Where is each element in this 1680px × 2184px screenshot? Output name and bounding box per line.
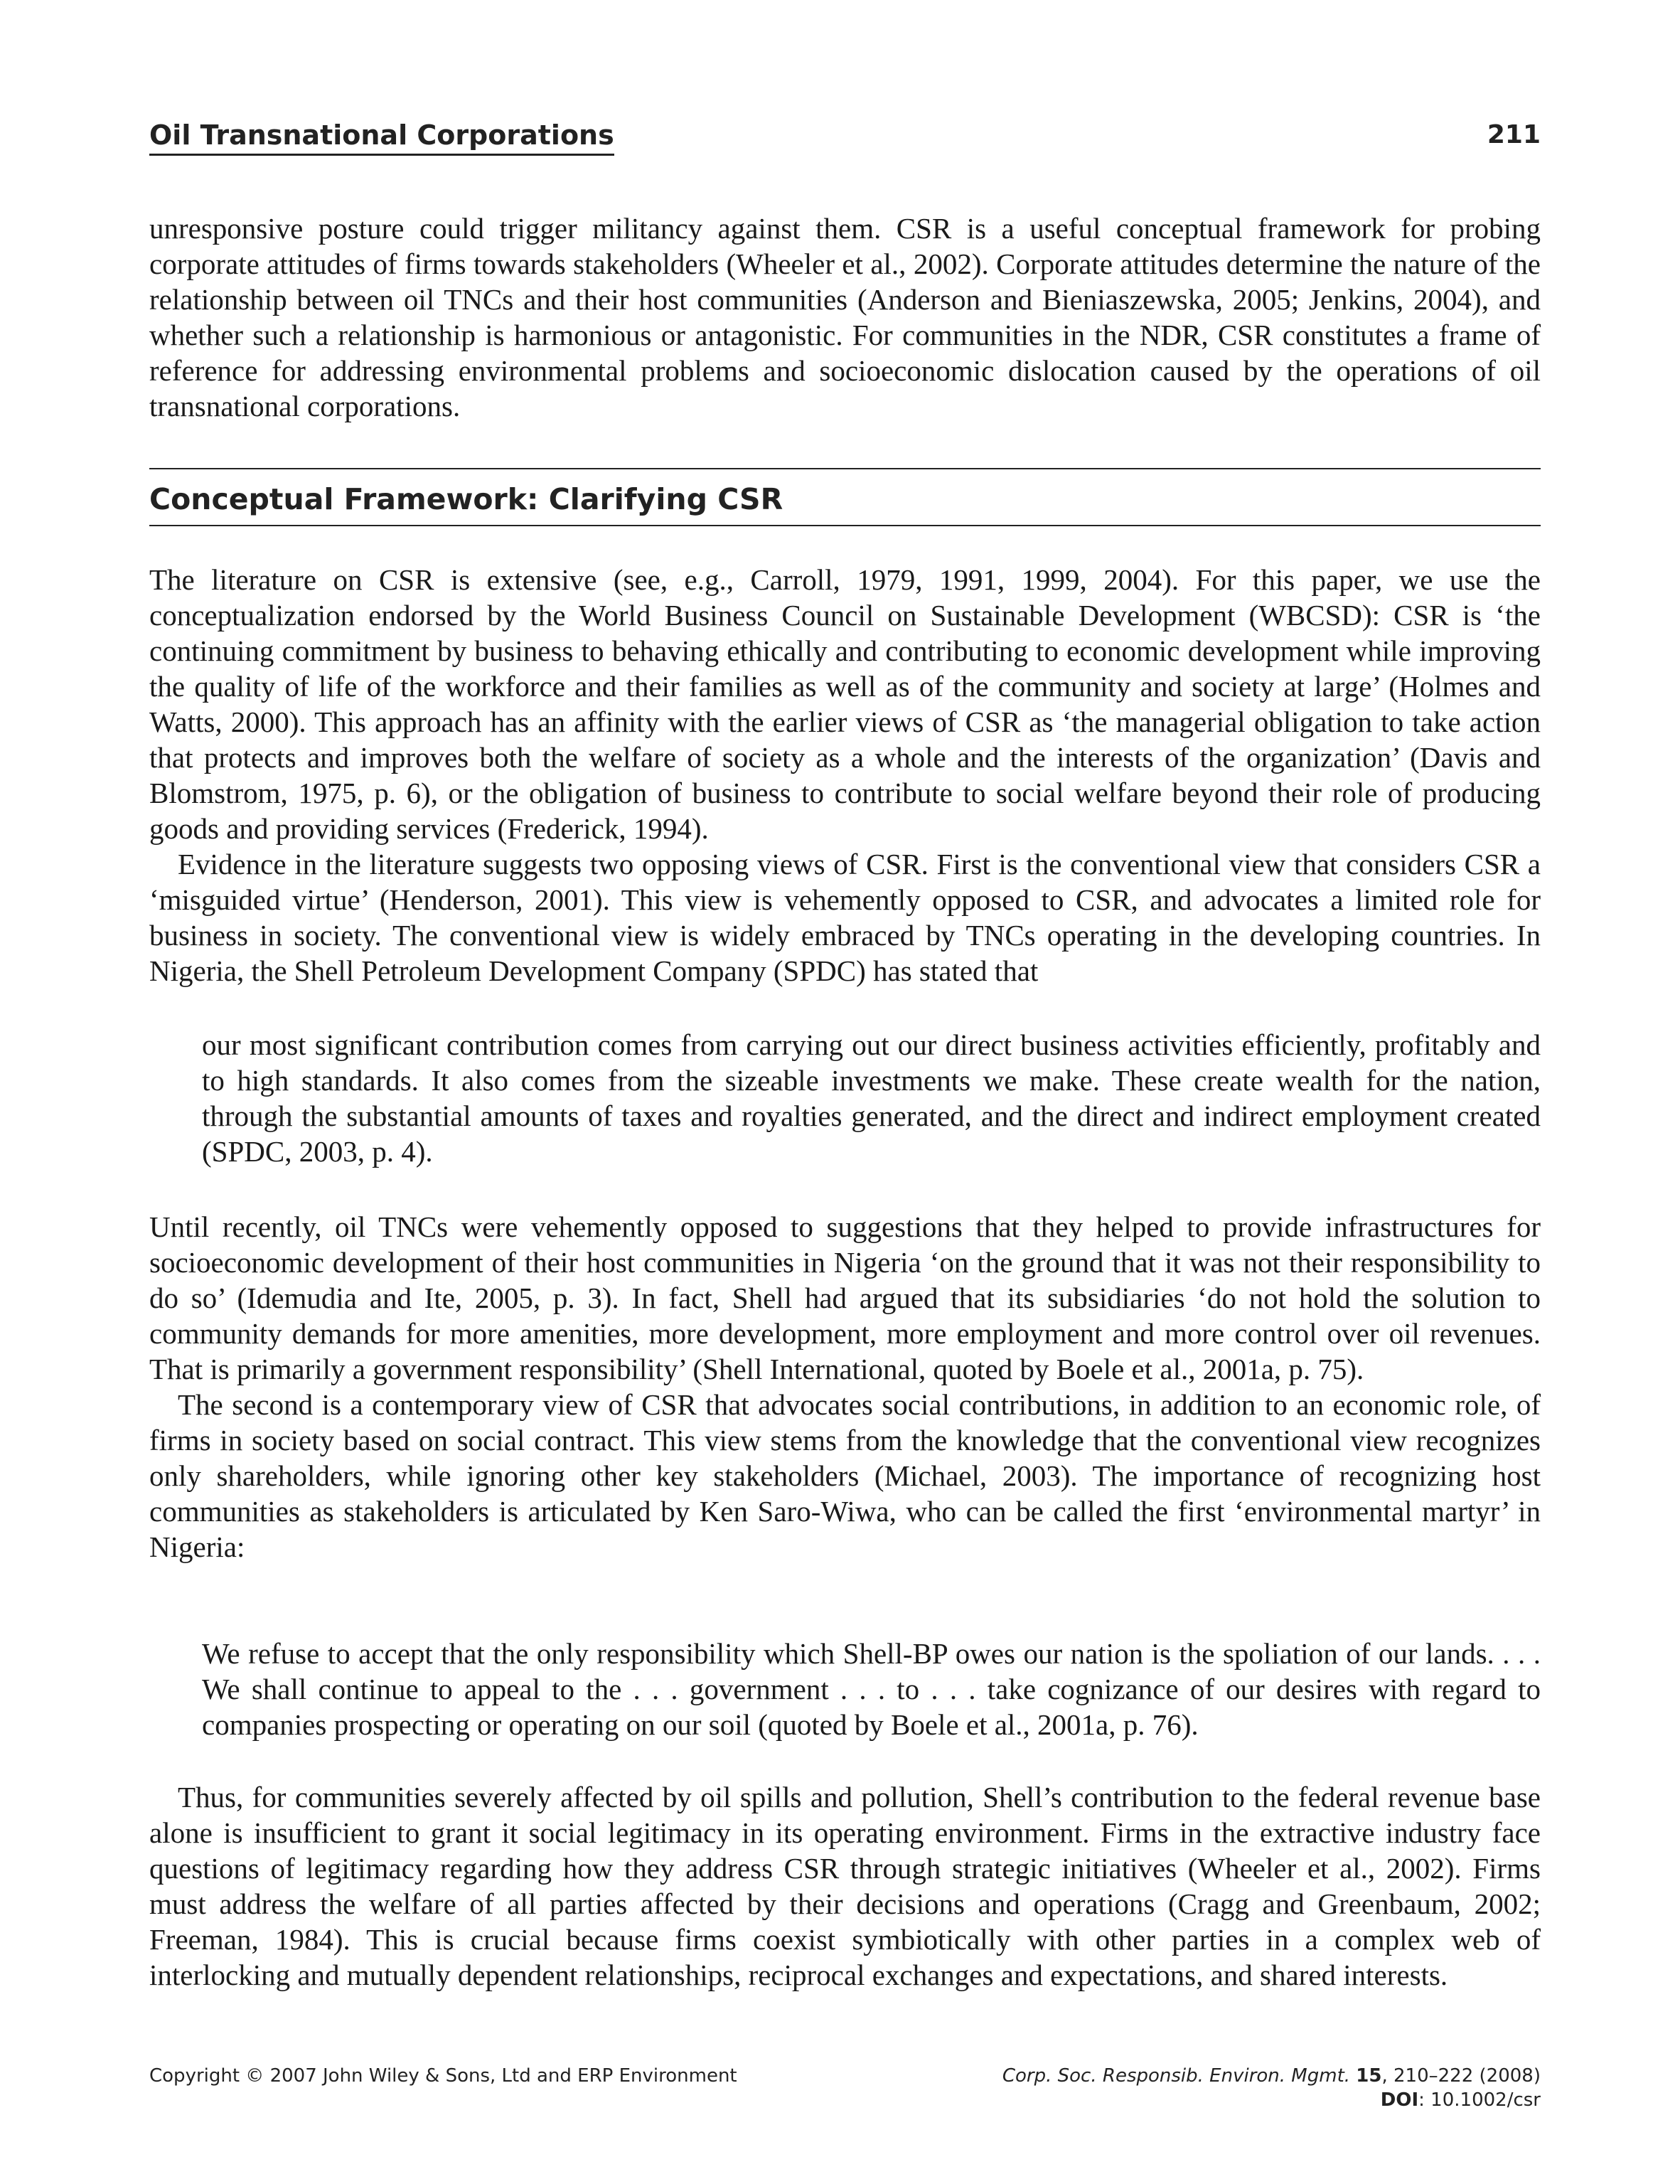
doi-label: DOI	[1380, 2089, 1419, 2111]
section-rule-bottom	[149, 525, 1541, 526]
section-rule-top	[149, 468, 1541, 469]
block-quote-spdc	[202, 1027, 1541, 1169]
block-quote-saro-wiwa	[202, 1636, 1541, 1742]
quote-text: We refuse to accept that the only responsibility which Shell-BP owes our nation is the spoliation of our lands. . . . We shall continue to appeal to the . . . government . . . to . . . take cognizance of our desires with regard to companies prospecting or operating on our soil (quoted by Boele et al., 2001a, p. 76).	[202, 1637, 1541, 1741]
running-title: Oil Transnational Corporations	[149, 119, 614, 156]
section-heading: Conceptual Framework: Clarifying CSR	[149, 482, 783, 516]
paragraph-text: Until recently, oil TNCs were vehemently opposed to suggestions that they helped to provide infrastructures for socioeconomic development of their host communities in Nigeria ‘on the ground that it was not their responsibility to do so’ (Idemudia and Ite, 2005, p. 3). In fact, Shell had argued that its subsidiaries ‘do not hold the solution to community demands for more amenities, more development, more employment and more control over oil revenues. That is primarily a government responsibility’ (Shell International, quoted by Boele et al., 2001a, p. 75).	[149, 1210, 1541, 1385]
journal-name: Corp. Soc. Responsib. Environ. Mgmt.	[1002, 2065, 1351, 2087]
paragraph-text: The literature on CSR is extensive (see, e.g., Carroll, 1979, 1991, 1999, 2004). For this paper, we use the conceptualization endorsed by the World Business Council on Sustainable Development (WBCSD): CSR is ‘the continuing commitment by business to behaving ethically and contributing to economic development while improving the quality of life of the workforce and their families as well as of the community and society at large’ (Holmes and Watts, 2000). This approach has an affinity with the earlier views of CSR as ‘the managerial obligation to take action that protects and improves both the welfare of society as a whole and the interests of the organization’ (Davis and Blomstrom, 1975, p. 6), or the obligation of business to contribute to social welfare beyond their role of producing goods and providing services (Frederick, 1994).	[149, 563, 1541, 845]
body-paragraph-1	[149, 211, 1541, 424]
body-paragraph-6	[149, 1779, 1541, 1993]
paragraph-text: Thus, for communities severely affected by oil spills and pollution, Shell’s contribution to the federal revenue base alone is insufficient to grant it social legitimacy in its operating environment. Firms in the extractive industry face questions of legitimacy regarding how they address CSR through strategic initiatives (Wheeler et al., 2002). Firms must address the welfare of all parties affected by their decisions and operations (Cragg and Greenbaum, 2002; Freeman, 1984). This is crucial because firms coexist symbiotically with other parties in a complex web of interlocking and mutually dependent relationships, reciprocal exchanges and expectations, and shared interests.	[149, 1781, 1541, 1991]
paragraph-text: Evidence in the literature suggests two opposing views of CSR. First is the conventional view that considers CSR a ‘misguided virtue’ (Henderson, 2001). This view is vehemently opposed to CSR, and advocates a limited role for business in society. The conventional view is widely embraced by TNCs operating in the developing countries. In Nigeria, the Shell Petroleum Development Company (SPDC) has stated that	[149, 848, 1541, 987]
paragraph-text: The second is a contemporary view of CSR that advocates social contributions, in addition to an economic role, of firms in society based on social contract. This view stems from the knowledge that the conventional view recognizes only shareholders, while ignoring other key stakeholders (Michael, 2003). The importance of recognizing host communities as stakeholders is articulated by Ken Saro-Wiwa, who can be called the first ‘environmental martyr’ in Nigeria:	[149, 1388, 1541, 1563]
journal-line	[1002, 2064, 1541, 2088]
journal-volume: 15	[1356, 2065, 1382, 2087]
paragraph-text: unresponsive posture could trigger militancy against them. CSR is a useful conceptual framework for probing corporate attitudes of firms towards stakeholders (Wheeler et al., 2002). Corporate attitudes determine the nature of the relationship between oil TNCs and their host communities (Anderson and Bieniaszewska, 2005; Jenkins, 2004), and whether such a relationship is harmonious or antagonistic. For communities in the NDR, CSR constitutes a frame of reference for addressing environmental problems and socioeconomic dislocation caused by the operations of oil transnational corporations.	[149, 212, 1541, 422]
page-number: 211	[1487, 120, 1541, 149]
journal-citation	[1002, 2064, 1541, 2112]
body-paragraph-2	[149, 562, 1541, 989]
doi-line	[1002, 2088, 1541, 2112]
journal-pages: , 210–222 (2008)	[1381, 2065, 1541, 2087]
running-header	[149, 119, 1541, 162]
body-paragraph-4	[149, 1209, 1541, 1565]
quote-text: our most significant contribution comes from carrying out our direct business activities efficiently, profitably and to high standards. It also comes from the sizeable investments we make. These create wealth for the nation, through the substantial amounts of taxes and royalties generated, and the direct and indirect employment created (SPDC, 2003, p. 4).	[202, 1028, 1541, 1168]
copyright-notice: Copyright © 2007 John Wiley & Sons, Ltd and ERP Environment	[149, 2065, 737, 2087]
doi-value: : 10.1002/csr	[1418, 2089, 1541, 2111]
